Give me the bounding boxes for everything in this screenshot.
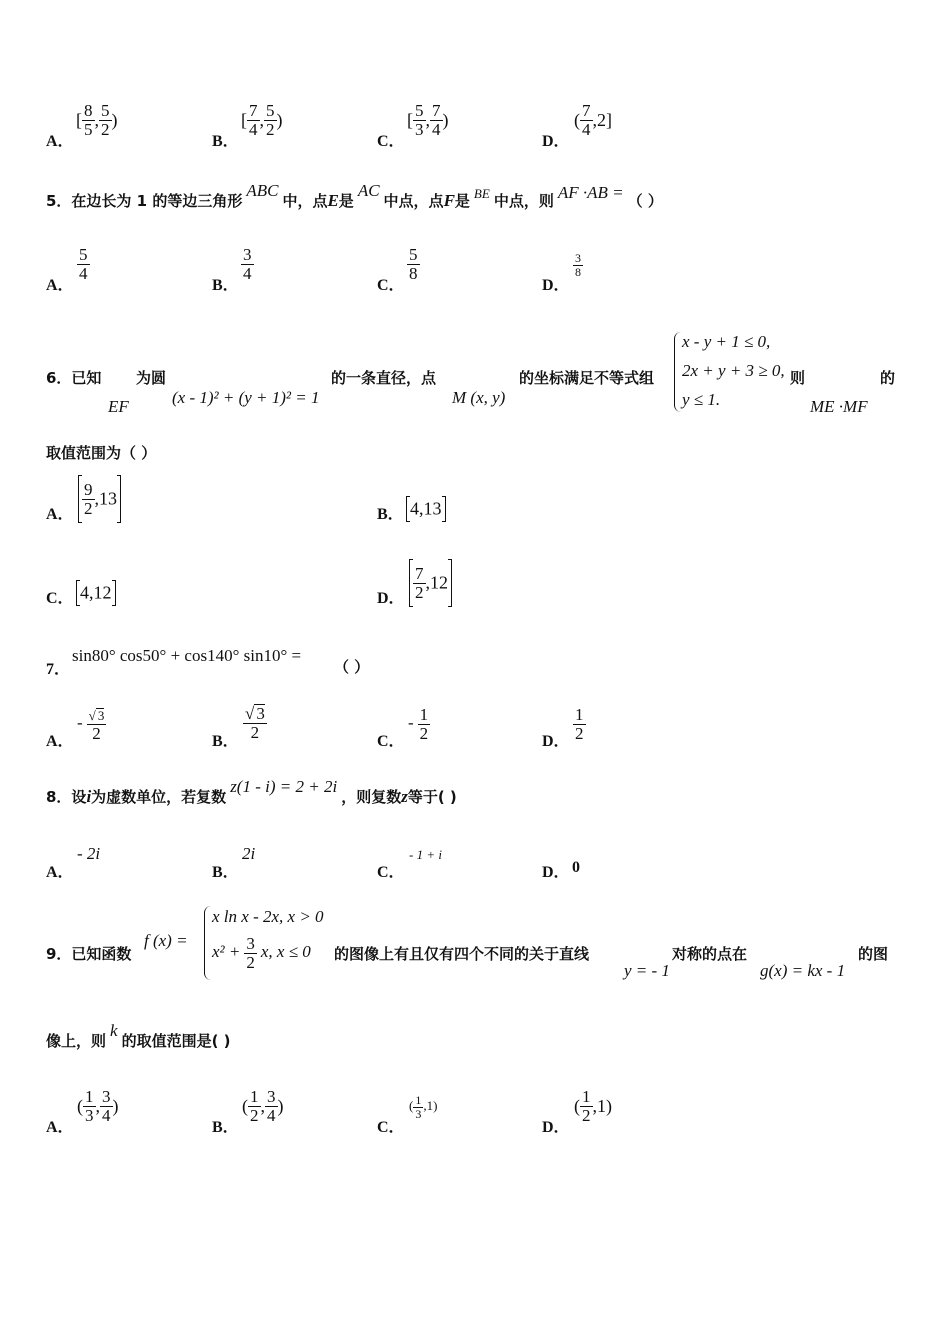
- q8-option-c-label[interactable]: C．: [377, 864, 405, 881]
- q5-option-c-label[interactable]: C．: [377, 277, 405, 294]
- q9-text-4: 的图: [858, 945, 889, 963]
- q4-option-d-value: ( $\frac{7}{4}$ ,2]: [574, 101, 612, 139]
- q6-text-2: 为圆: [136, 369, 167, 387]
- q8-option-d-label[interactable]: D．: [542, 864, 570, 881]
- q6-system-brace: [674, 332, 681, 412]
- q5-option-a-value: $\frac{5}{4}$: [79, 245, 88, 283]
- q4-option-a-label[interactable]: A．: [46, 133, 74, 150]
- q9-text-1: 9．已知函数: [46, 945, 132, 963]
- q6-point-m: M (x, y): [452, 388, 506, 407]
- q6-text-5: 则: [790, 369, 806, 387]
- q6-ineq-2: 2x + y + 3 ≥ 0,: [682, 361, 785, 380]
- q5-option-b-label[interactable]: B．: [212, 277, 239, 294]
- q8-stem: 8．设i为虚数单位，若复数 z(1 - i) = 2 + 2i ，则复数z等于( ): [46, 777, 457, 806]
- q9-piece-2: x² + $\frac{3}{2}$ x, x ≤ 0: [212, 934, 311, 972]
- q4-option-c-label[interactable]: C．: [377, 133, 405, 150]
- q9-piece-1: x ln x - 2x, x > 0: [212, 907, 324, 926]
- q5-option-b-value: $\frac{3}{4}$: [243, 245, 252, 283]
- q5-option-d-label[interactable]: D．: [542, 277, 570, 294]
- q7-option-b-value: $\frac{√ 3}{2}$: [245, 704, 265, 742]
- q6-option-a-label[interactable]: A．: [46, 506, 74, 523]
- q4-option-c-value: [ $\frac{5}{3}$ , $\frac{7}{4}$ ): [407, 101, 449, 139]
- q6-text-4: 的坐标满足不等式组: [519, 369, 655, 387]
- q8-option-b-value: 2i: [242, 844, 256, 863]
- q7-paren: （ ）: [334, 658, 370, 676]
- q5-option-c-value: $\frac{5}{8}$: [409, 245, 418, 283]
- q7-option-c-label[interactable]: C．: [377, 733, 405, 750]
- q4-option-b-label[interactable]: B．: [212, 133, 239, 150]
- q6-ineq-3: y ≤ 1.: [682, 390, 721, 409]
- q5-option-a-label[interactable]: A．: [46, 277, 74, 294]
- q9-option-b-value: ( $\frac{1}{2}$ , $\frac{3}{4}$ ): [242, 1087, 284, 1125]
- q6-text-3: 的一条直径，点: [331, 369, 437, 387]
- q8-option-b-label[interactable]: B．: [212, 864, 239, 881]
- q7-option-b-label[interactable]: B．: [212, 733, 239, 750]
- q7-option-a-value: - $\frac{√ 3}{2}$: [77, 708, 105, 743]
- q5-option-d-value: $\frac{3}{8}$: [575, 251, 581, 279]
- q6-text-7: 取值范围为（ ）: [46, 444, 157, 462]
- q9-option-c-value: ( $\frac{1}{3}$ ,1): [409, 1093, 438, 1121]
- q6-circle-eq: (x - 1)² + (y + 1)² = 1: [172, 388, 320, 407]
- q7-option-c-value: - $\frac{1}{2}$: [408, 705, 429, 743]
- q7-expression: sin80° cos50° + cos140° sin10° =: [72, 646, 302, 665]
- q6-option-c-value: 4,12: [76, 580, 116, 606]
- q7-number: 7．: [46, 661, 71, 678]
- q6-option-a-value: $\frac{9}{2}$ ,13: [78, 475, 121, 523]
- q9-option-d-label[interactable]: D．: [542, 1119, 570, 1136]
- q4-option-b-value: [ $\frac{7}{4}$ , $\frac{5}{2}$ ): [241, 101, 283, 139]
- q5-stem: 5．在边长为 1 的等边三角形 ABC 中，点E是 AC 中点，点F是 $^{BE}$ 中点，则 AF ·AB = （ ）: [46, 181, 663, 210]
- q7-option-d-value: $\frac{1}{2}$: [575, 705, 584, 743]
- q9-text-3: 对称的点在: [672, 945, 748, 963]
- q8-option-d-value: 0: [572, 859, 580, 876]
- q6-text-1: 6．已知: [46, 369, 102, 387]
- q9-option-c-label[interactable]: C．: [377, 1119, 405, 1136]
- q6-text-6: 的: [880, 369, 896, 387]
- q8-option-a-label[interactable]: A．: [46, 864, 74, 881]
- q9-line-2: 像上，则 k 的取值范围是( ): [46, 1021, 231, 1050]
- q6-option-b-label[interactable]: B．: [377, 506, 404, 523]
- q9-option-d-value: ( $\frac{1}{2}$ ,1): [574, 1087, 612, 1125]
- q9-text-2: 的图像上有且仅有四个不同的关于直线: [334, 945, 590, 963]
- q6-option-d-label[interactable]: D．: [377, 590, 405, 607]
- q9-option-a-label[interactable]: A．: [46, 1119, 74, 1136]
- q9-piecewise-brace: [204, 906, 211, 980]
- q9-option-b-label[interactable]: B．: [212, 1119, 239, 1136]
- q9-gx: g(x) = kx - 1: [760, 961, 846, 980]
- q4-option-d-label[interactable]: D．: [542, 133, 570, 150]
- q6-dot-product: ME ·MF: [810, 397, 868, 416]
- q6-ineq-1: x - y + 1 ≤ 0,: [682, 332, 771, 351]
- q7-option-a-label[interactable]: A．: [46, 733, 74, 750]
- q9-line: y = - 1: [624, 961, 670, 980]
- q6-option-c-label[interactable]: C．: [46, 590, 74, 607]
- q4-option-a-value: [ $\frac{8}{5}$ , $\frac{5}{2}$ ): [76, 101, 118, 139]
- q9-option-a-value: ( $\frac{1}{3}$ , $\frac{3}{4}$ ): [77, 1087, 119, 1125]
- q6-ef: EF: [108, 397, 129, 416]
- q9-fx: f (x) =: [144, 931, 188, 950]
- q8-option-c-value: - 1 + i: [409, 847, 442, 862]
- q7-option-d-label[interactable]: D．: [542, 733, 570, 750]
- q8-option-a-value: - 2i: [77, 844, 101, 863]
- q6-option-b-value: 4,13: [406, 496, 446, 522]
- q6-option-d-value: $\frac{7}{2}$ ,12: [409, 559, 452, 607]
